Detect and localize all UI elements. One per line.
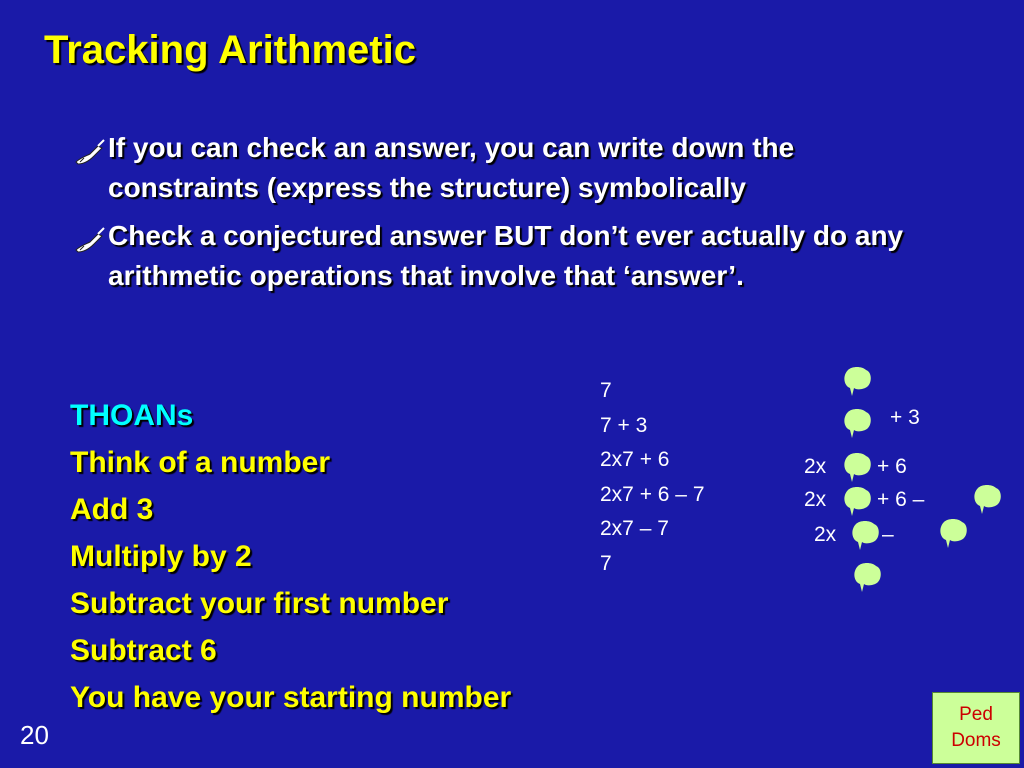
calc-line: 7 [600, 379, 612, 402]
thoans-step: Think of a number [70, 446, 331, 479]
thoans-step: Multiply by 2 [70, 540, 252, 573]
cloud-icon [972, 484, 1002, 516]
calc-line: 2x7 – 7 [600, 517, 669, 540]
thoans-heading: THOANs [70, 399, 194, 432]
ped-doms-badge[interactable] [932, 692, 1020, 764]
cloud-icon [852, 562, 882, 594]
symbolic-line-5-prefix: 2x [814, 523, 837, 546]
calc-line: 7 + 3 [600, 413, 648, 437]
bullet-item [72, 216, 932, 296]
page-number: 20 [20, 720, 49, 750]
thoans-step: Subtract 6 [70, 634, 217, 667]
symbolic-line-4-suffix: + 6 – [877, 488, 925, 511]
thoans-step: Subtract your first number [70, 587, 449, 620]
cloud-icon [842, 366, 872, 398]
calc-line: 7 [600, 551, 612, 575]
bullet-text: Check a conjectured answer BUT don’t ever actually do any arithmetic operations that involve that ‘answer’. [108, 220, 904, 291]
thoans-block [70, 392, 550, 721]
cloud-icon [842, 486, 872, 518]
symbolic-line-2: + 3 [890, 406, 920, 429]
symbolic-line-3-suffix: + 6 [877, 455, 907, 478]
badge-line-1: Ped [959, 704, 993, 725]
symbolic-line-5-suffix: – [882, 523, 894, 546]
bullet-item [72, 128, 932, 208]
bullet-text: If you can check an answer, you can write down the constraints (express the structure) symbolically [108, 132, 795, 203]
cloud-icon [842, 408, 872, 440]
cloud-icon [850, 520, 880, 552]
thoans-step: You have your starting number [70, 681, 512, 714]
pen-in-hand-icon [72, 134, 108, 170]
pen-in-hand-icon [72, 222, 108, 258]
slide-title: Tracking Arithmetic [44, 28, 416, 72]
calc-line: 2x7 + 6 [600, 448, 670, 471]
thoans-step: Add 3 [70, 493, 154, 526]
cloud-icon [842, 452, 872, 484]
numeric-calculation [600, 374, 705, 581]
calc-line: 2x7 + 6 – 7 [600, 482, 705, 506]
badge-line-2: Doms [951, 730, 1001, 751]
symbolic-line-4-prefix: 2x [804, 488, 827, 511]
symbolic-line-3-prefix: 2x [804, 455, 827, 478]
cloud-icon [938, 518, 968, 550]
bullet-list [72, 128, 932, 304]
